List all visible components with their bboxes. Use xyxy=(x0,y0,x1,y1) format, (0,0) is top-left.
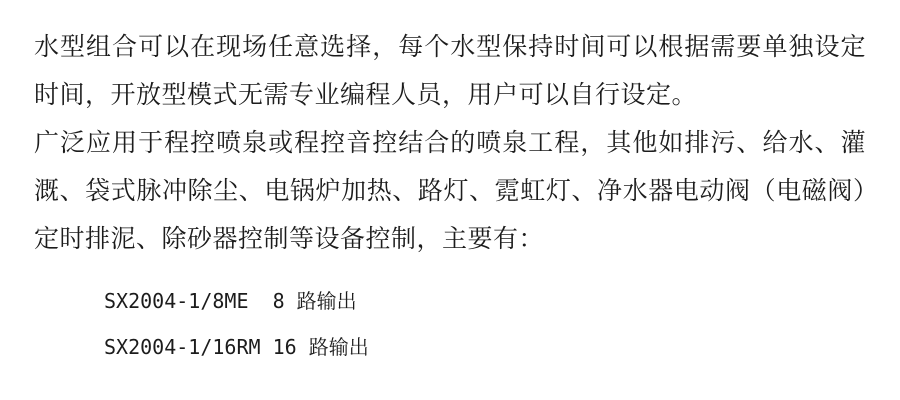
model-list xyxy=(34,278,866,370)
list-item: SX2004-1/8ME 8 路输出 xyxy=(104,289,357,313)
list-item: SX2004-1/16RM 16 路输出 xyxy=(104,335,369,359)
paragraph-2: 广泛应用于程控喷泉或程控音控结合的喷泉工程，其他如排污、给水、灌溉、袋式脉冲除尘、电锅炉加热、路灯、霓虹灯、净水器电动阀（电磁阀）定时排泥、除砂器控制等设备控制，主要有： xyxy=(34,130,866,253)
paragraph-1: 水型组合可以在现场任意选择，每个水型保持时间可以根据需要单独设定时间，开放型模式无需专业编程人员，用户可以自行设定。 xyxy=(34,34,866,109)
body-text-block xyxy=(34,24,866,264)
